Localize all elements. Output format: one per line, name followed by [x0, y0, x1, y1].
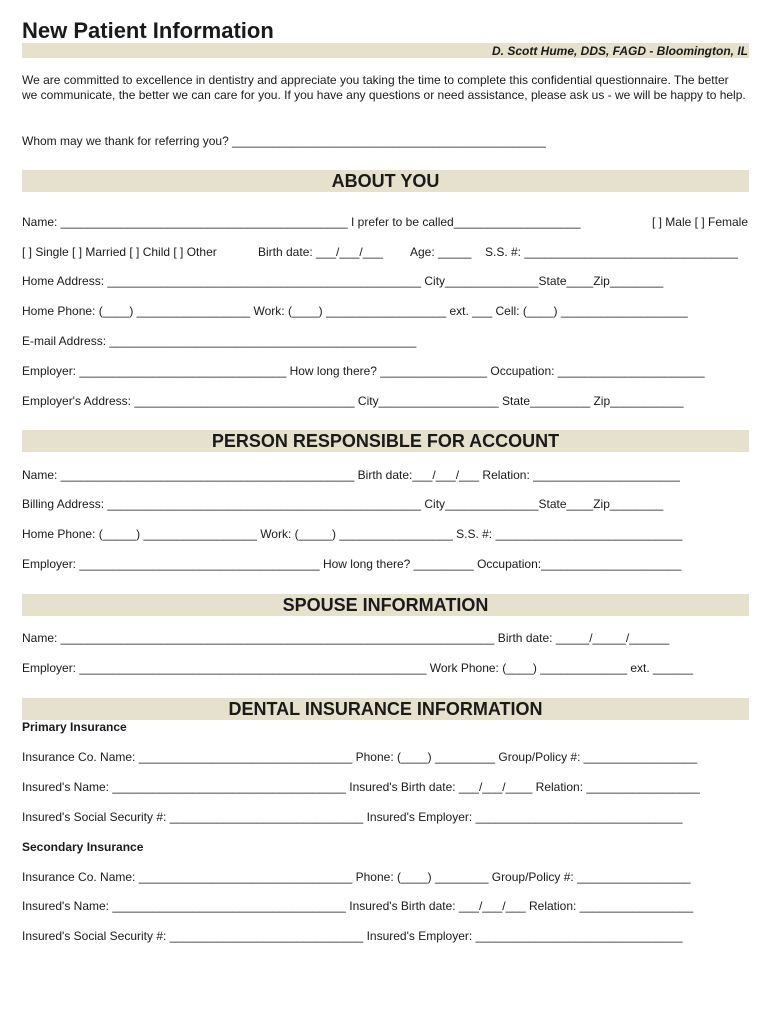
section-heading: ABOUT YOU [331, 171, 440, 191]
age-field[interactable]: Age: _____ [410, 245, 472, 259]
secondary-insurance-label: Secondary Insurance [22, 840, 144, 854]
billing-address-field[interactable]: Billing Address: _______________________________________________ City______________State____Zip________ [22, 497, 664, 511]
section-about-you [22, 170, 749, 192]
birth-date-field[interactable]: Birth date: ___/___/___ [258, 245, 383, 259]
responsible-employer-field[interactable]: Employer: ____________________________________ How long there? _________ Occupation:_____________________ [22, 557, 682, 571]
spouse-name-field[interactable]: Name: _________________________________________________________________ Birth date: _____/_____/______ [22, 631, 670, 645]
employer-field[interactable]: Employer: _______________________________ How long there? ________________ Occupation: ______________________ [22, 364, 705, 378]
referral-field[interactable]: Whom may we thank for referring you? _______________________________________________ [22, 134, 546, 148]
spouse-employer-field[interactable]: Employer: ____________________________________________________ Work Phone: (____) _____________ ext. ______ [22, 661, 694, 675]
section-heading: SPOUSE INFORMATION [282, 595, 489, 615]
section-responsible-party [22, 430, 749, 452]
patient-name-field[interactable]: Name: ___________________________________________ I prefer to be called___________________ [22, 215, 581, 229]
employer-address-field[interactable]: Employer's Address: _________________________________ City__________________ State_________ Zip___________ [22, 394, 684, 408]
primary-insurance-label: Primary Insurance [22, 720, 127, 734]
practice-name: D. Scott Hume, DDS, FAGD - Bloomington, IL [492, 44, 748, 58]
primary-insured-field[interactable]: Insured's Name: ___________________________________ Insured's Birth date: ___/___/____ Relation: _________________ [22, 780, 700, 794]
secondary-company-field[interactable]: Insurance Co. Name: ________________________________ Phone: (____) ________ Group/Policy #: _________________ [22, 870, 691, 884]
primary-company-field[interactable]: Insurance Co. Name: ________________________________ Phone: (____) _________ Group/Policy #: _________________ [22, 750, 698, 764]
intro-paragraph: We are committed to excellence in dentistry and appreciate you taking the time to complete this confidential questionnaire. The better we communicate, the better we can care for you. If you have any questions or need assistance, please ask us - we will be happy to help. [22, 73, 746, 102]
home-address-field[interactable]: Home Address: _______________________________________________ City______________State____Zip________ [22, 274, 664, 288]
ssn-field[interactable]: S.S. #: ________________________________ [485, 245, 738, 259]
phone-fields[interactable]: Home Phone: (____) _________________ Work: (____) __________________ ext. ___ Cell: (____) ___________________ [22, 304, 688, 318]
primary-ssn-field[interactable]: Insured's Social Security #: _____________________________ Insured's Employer: _______________________________ [22, 810, 683, 824]
responsible-phone-fields[interactable]: Home Phone: (_____) _________________ Work: (_____) _________________ S.S. #: ____________________________ [22, 527, 683, 541]
sex-checkboxes[interactable]: [ ] Male [ ] Female [651, 215, 748, 229]
secondary-insured-field[interactable]: Insured's Name: ___________________________________ Insured's Birth date: ___/___/___ Relation: _________________ [22, 899, 694, 913]
secondary-ssn-field[interactable]: Insured's Social Security #: _____________________________ Insured's Employer: _______________________________ [22, 929, 683, 943]
section-heading: DENTAL INSURANCE INFORMATION [228, 699, 543, 719]
section-spouse [22, 594, 749, 616]
form-title: New Patient Information [22, 18, 274, 43]
email-field[interactable]: E-mail Address: ______________________________________________ [22, 334, 417, 348]
section-dental-insurance [22, 698, 749, 720]
responsible-name-field[interactable]: Name: ____________________________________________ Birth date:___/___/___ Relation: ______________________ [22, 468, 680, 482]
section-heading: PERSON RESPONSIBLE FOR ACCOUNT [211, 431, 560, 451]
marital-status-checkboxes[interactable]: [ ] Single [ ] Married [ ] Child [ ] Other [22, 245, 217, 259]
